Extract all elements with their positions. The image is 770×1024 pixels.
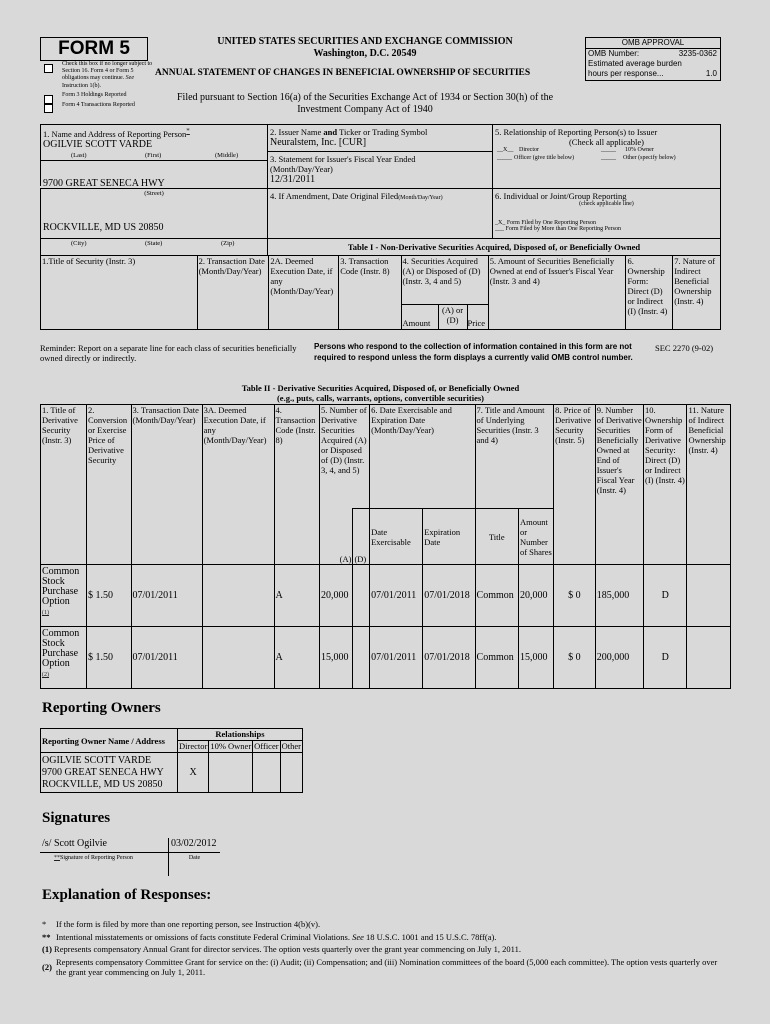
explanation-star1: * If the form is filed by more than one reporting person, see Instruction 4(b)(v). — [42, 919, 321, 929]
row2-under-title: Common — [475, 627, 518, 689]
filed-pursuant-line2: Investment Company Act of 1940 — [297, 104, 433, 115]
street-box — [40, 188, 268, 239]
t2-col7: 7. Title and Amount of Underlying Securities (Instr. 3 and 4) — [475, 405, 554, 509]
signer-name: /s/ Scott Ogilvie — [40, 838, 168, 853]
director-header: Director — [179, 741, 208, 751]
t2-col5-d: (D) — [353, 509, 370, 565]
row2-under-amount: 15,000 — [518, 627, 553, 689]
t2-col5: 5. Number of Derivative Securities Acquired (A) or Disposed of (D) (Instr. 3, 4, and 5) — [320, 405, 370, 509]
reporting-person-label: 1. Name and Address of Reporting Person — [43, 128, 187, 139]
more-persons-mark[interactable]: ___ — [495, 226, 504, 232]
zip-label: (Zip) — [221, 240, 235, 247]
table-row — [41, 627, 731, 689]
row2-acq: 15,000 — [320, 627, 353, 689]
reporting-person-star: * — [186, 127, 190, 135]
row2-date: 07/01/2011 — [131, 627, 202, 689]
t2-col3a: 3A. Deemed Execution Date, if any (Month/Day/Year) — [202, 405, 274, 565]
omb-hours: 1.0 — [705, 69, 717, 78]
t2-col2: 2. Conversion or Exercise Price of Derivative Security — [86, 405, 131, 565]
middle-label: (Middle) — [215, 151, 239, 159]
form-title: FORM 5 — [58, 38, 130, 59]
t2-col7-amount: Amount or Number of Shares — [518, 509, 553, 565]
checkbox-no-longer-subject-label: Check this box if no longer subject to Section 16. Form 4 or Form 5 obligations may continue. See Instruction 1(b). — [62, 61, 153, 89]
ten-owner-mark[interactable]: _____ — [601, 147, 616, 153]
row1-deemed — [202, 565, 274, 627]
row1-nature — [687, 565, 731, 627]
t2-col6-exp: Expiration Date — [423, 509, 475, 565]
t2-col1: 1. Title of Derivative Security (Instr. 3) — [41, 405, 87, 565]
t1-col2: 2. Transaction Date (Month/Day/Year) — [197, 256, 269, 330]
t1-col7: 7. Nature of Indirect Beneficial Ownership (Instr. 4) — [673, 256, 721, 330]
t1-aord: (A) or (D) — [438, 305, 468, 329]
date-label: Date — [188, 855, 201, 861]
t2-col9: 9. Number of Derivative Securities Beneficially Owned at End of Issuer's Fiscal Year (Instr. 4) — [595, 405, 643, 565]
fiscal-year-value: 12/31/2011 — [270, 174, 316, 185]
other-mark[interactable]: _____ — [601, 155, 616, 161]
reporting-owners-table — [40, 728, 303, 793]
t1-col5: 5. Amount of Securities Beneficially Owned at end of Issuer's Fiscal Year (Instr. 3 and 4) — [488, 256, 626, 330]
city-state-zip-labels — [40, 238, 268, 256]
street-label: (Street) — [144, 190, 164, 197]
t1-price: Price — [467, 318, 485, 328]
row2-code: A — [274, 627, 320, 689]
row1-date: 07/01/2011 — [131, 565, 202, 627]
sig-prefix: ** — [54, 855, 60, 861]
checkbox-form3-label: Form 3 Holdings Reported — [62, 92, 127, 98]
relationships-header: Relationships — [178, 729, 303, 741]
row1-under-amount: 20,000 — [518, 565, 553, 627]
group-filing-box — [492, 188, 721, 239]
fiscal-year-box — [267, 151, 493, 189]
footnote-2: (2) Represents compensatory Committee Grant for service on the: (i) Audit; (ii) Compensation; and (iii) Nomination committees of the board (5,000 each committee). The option vests quarterly over the grant year commencing on July 1, 2011. — [42, 957, 718, 977]
agency-name: UNITED STATES SECURITIES AND EXCHANGE COMMISSION — [217, 36, 513, 47]
t1-col3: 3. Transaction Code (Instr. 8) — [339, 256, 401, 330]
signature-label: Signature of Reporting Person — [60, 855, 133, 861]
officer-mark[interactable]: _____ — [497, 155, 512, 161]
relationship-label: 5. Relationship of Reporting Person(s) to Issuer — [495, 127, 658, 137]
relationship-sub: (Check all applicable) — [568, 137, 645, 147]
issuer-label: 2. Issuer Name — [270, 127, 322, 137]
owner-name-header: Reporting Owner Name / Address — [41, 729, 178, 753]
director-label: Director — [519, 147, 539, 153]
row2-nature — [687, 627, 731, 689]
t2-col6-ex: Date Exercisable — [370, 509, 423, 565]
form-title-box — [40, 37, 148, 61]
director-mark[interactable]: __X__ — [497, 147, 514, 153]
table2 — [40, 404, 731, 689]
reporting-person-name: OGILVIE SCOTT VARDE — [43, 138, 153, 150]
row1-under-title: Common — [475, 565, 518, 627]
t1-col1: 1.Title of Security (Instr. 3) — [41, 256, 198, 330]
checkbox-no-longer-subject[interactable] — [44, 62, 53, 73]
signatures-heading: Signatures — [42, 810, 111, 826]
officer-header: Officer — [254, 741, 279, 751]
t2-col10: 10. Ownership Form of Derivative Security: Direct (D) or Indirect (I) (Instr. 4) — [644, 405, 687, 565]
row2-form: D — [644, 627, 687, 689]
reminder-text: Reminder: Report on a separate line for each class of securities beneficially owned directly or indirectly. — [40, 343, 297, 363]
signature-date: 03/02/2012 — [169, 838, 220, 853]
explanation-heading: Explanation of Responses: — [42, 887, 212, 903]
owner-director-mark: X — [178, 753, 209, 793]
fiscal-year-label: 3. Statement for Issuer's Fiscal Year Ended (Month/Day/Year) — [270, 154, 416, 174]
t2-col11: 11. Nature of Indirect Beneficial Ownership (Instr. 4) — [687, 405, 731, 565]
issuer-value: Neuralstem, Inc. [CUR] — [270, 137, 367, 148]
table1 — [40, 255, 721, 330]
sec-code: SEC 2270 (9-02) — [655, 343, 714, 353]
omb-number: 3235-0362 — [678, 49, 717, 58]
filed-pursuant-line1: Filed pursuant to Section 16(a) of the Securities Exchange Act of 1934 or Section 30(h) of the — [176, 92, 554, 103]
officer-label: Officer (give title below) — [514, 155, 575, 161]
more-persons-label: Form Filed by More than One Reporting Person — [505, 226, 621, 232]
owner-name: OGILVIE SCOTT VARDE — [42, 754, 152, 766]
row2-disp — [353, 627, 370, 689]
t2-col8: 8. Price of Derivative Security (Instr. 5) — [554, 405, 596, 565]
row1-deriv-price: $ 0 — [554, 565, 596, 627]
footnote-2-link[interactable]: (2) — [42, 672, 49, 678]
explanation-star2: ** Intentional misstatements or omissions of facts constitute Federal Criminal Violations. See 18 U.S.C. 1001 and 15 U.S.C. 78ff(a). — [42, 932, 497, 942]
city-label: (City) — [71, 240, 87, 247]
reporting-person-street: 9700 GREAT SENECA HWY — [43, 178, 165, 189]
omb-approval-box — [585, 37, 721, 81]
table2-subtitle: (e.g., puts, calls, warrants, options, convertible securities) — [276, 393, 485, 403]
reporting-person-city: ROCKVILLE, MD US 20850 — [43, 222, 164, 233]
row1-expiration: 07/01/2018 — [423, 565, 475, 627]
amendment-box: 4. If Amendment, Date Original Filed(Month/Day/Year) — [267, 188, 493, 239]
t2-col3: 3. Transaction Date (Month/Day/Year) — [131, 405, 202, 565]
row1-exercisable: 07/01/2011 — [370, 565, 423, 627]
reporting-owners-heading: Reporting Owners — [42, 700, 161, 716]
signature-box — [40, 838, 220, 876]
row1-owned: 185,000 — [595, 565, 643, 627]
issuer-box: 2. Issuer Name and Ticker or Trading Symbol Neuralstem, Inc. [CUR] — [267, 124, 493, 152]
omb-title: OMB APPROVAL — [586, 38, 720, 49]
omb-hours-label: hours per response... — [588, 69, 664, 78]
table2-title: Table II - Derivative Securities Acquired, Disposed of, or Beneficially Owned — [241, 383, 520, 393]
t2-col7-title: Title — [475, 509, 518, 565]
row2-deemed — [202, 627, 274, 689]
owner-city: ROCKVILLE, MD US 20850 — [42, 778, 163, 790]
first-label: (First) — [145, 151, 162, 159]
reporting-person-box — [40, 124, 268, 186]
row1-title: Common Stock Purchase Option — [42, 566, 80, 607]
group-filing-sub: (check applicable line) — [579, 201, 634, 207]
row2-price: $ 1.50 — [86, 627, 131, 689]
footnote-1-link[interactable]: (1) — [42, 610, 49, 616]
omb-number-label: OMB Number: — [588, 49, 640, 58]
row1-price: $ 1.50 — [86, 565, 131, 627]
omb-burden-label: Estimated average burden — [588, 59, 682, 68]
table-row — [41, 565, 731, 627]
row1-acq: 20,000 — [320, 565, 353, 627]
row1-disp — [353, 565, 370, 627]
agency-location: Washington, D.C. 20549 — [313, 48, 417, 59]
row2-expiration: 07/01/2018 — [423, 627, 475, 689]
row1-code: A — [274, 565, 320, 627]
one-person-mark[interactable]: _X_ — [495, 220, 506, 226]
state-label: (State) — [145, 240, 163, 247]
t2-col4: 4. Transaction Code (Instr. 8) — [274, 405, 320, 565]
row2-exercisable: 07/01/2011 — [370, 627, 423, 689]
group-filing-label: 6. Individual or Joint/Group Reporting — [495, 191, 627, 201]
other-label: Other (specify below) — [623, 155, 676, 161]
row2-owned: 200,000 — [595, 627, 643, 689]
persons-notice: Persons who respond to the collection of information contained in this form are not required to respond unless the form displays a currently valid OMB control number. — [314, 342, 633, 362]
t1-col4: 4. Securities Acquired (A) or Disposed of (D) (Instr. 3, 4 and 5) Amount (A) or (D) Price — [401, 256, 488, 330]
other-header: Other — [281, 741, 301, 751]
one-person-label: Form Filed by One Reporting Person — [506, 220, 597, 226]
checkbox-form4[interactable] — [44, 102, 53, 113]
t2-col5-a: (A) — [320, 509, 353, 565]
row1-form: D — [644, 565, 687, 627]
t1-col2a: 2A. Deemed Execution Date, if any (Month/Day/Year) — [269, 256, 339, 330]
statement-title: ANNUAL STATEMENT OF CHANGES IN BENEFICIAL OWNERSHIP OF SECURITIES — [155, 68, 531, 78]
amendment-label: 4. If Amendment, Date Original Filed — [270, 191, 399, 201]
row2-title: Common Stock Purchase Option — [42, 628, 80, 669]
footnote-1: (1) Represents compensatory Annual Grant for director services. The option vests quarterly over the grant year commencing on July 1, 2011. — [42, 944, 521, 954]
ten-owner-header: 10% Owner — [210, 741, 252, 751]
t1-amount: Amount — [402, 318, 431, 328]
owner-street: 9700 GREAT SENECA HWY — [42, 766, 164, 778]
table1-title: Table I - Non-Derivative Securities Acquired, Disposed of, or Beneficially Owned — [267, 238, 721, 256]
t2-col6: 6. Date Exercisable and Expiration Date (Month/Day/Year) — [370, 405, 475, 509]
ten-owner-label: 10% Owner — [625, 147, 654, 153]
checkbox-form4-label: Form 4 Transactions Reported — [62, 102, 135, 108]
relationship-box — [492, 124, 721, 189]
t1-col6: 6. Ownership Form: Direct (D) or Indirect (I) (Instr. 4) — [626, 256, 673, 330]
last-label: (Last) — [71, 151, 87, 159]
row2-deriv-price: $ 0 — [554, 627, 596, 689]
